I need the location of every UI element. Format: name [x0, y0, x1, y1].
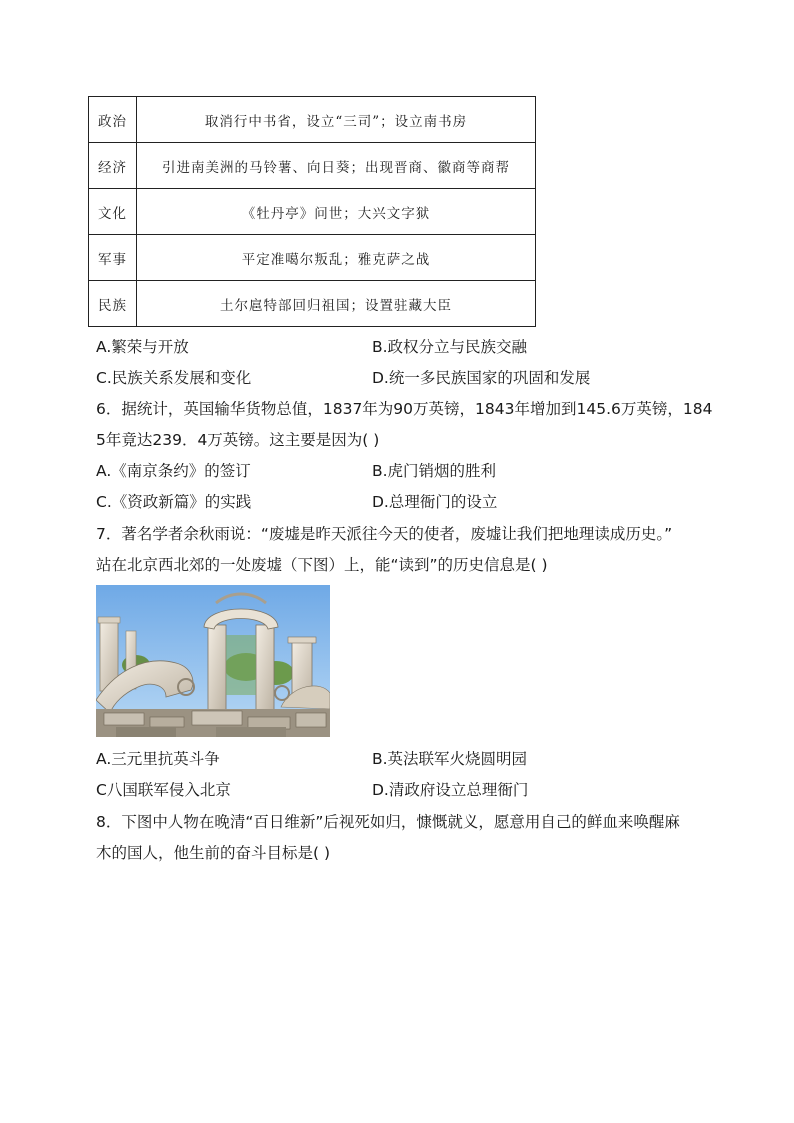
q7-option-a: A.三元里抗英斗争	[96, 750, 220, 768]
table-row	[89, 235, 536, 281]
table-content-cell: 《牡丹亭》问世；大兴文字狱	[137, 189, 536, 235]
table-content-cell: 平定准噶尔叛乱；雅克萨之战	[137, 235, 536, 281]
q6-option-c: C.《资政新篇》的实践	[96, 493, 252, 511]
q6-option-a: A.《南京条约》的签订	[96, 462, 251, 480]
table-content-cell: 取消行中书省，设立“三司”；设立南书房	[137, 97, 536, 143]
table-row	[89, 97, 536, 143]
table-row	[89, 281, 536, 327]
q6-option-b: B.虎门销烟的胜利	[372, 462, 497, 480]
q7-option-c: C八国联军侵入北京	[96, 781, 231, 799]
history-facts-table	[88, 96, 536, 327]
q5-option-c: C.民族关系发展和变化	[96, 369, 252, 387]
table-category-cell: 军事	[89, 235, 137, 281]
q7-stem-line-1: 7．著名学者余秋雨说：“废墟是昨天派往今天的使者，废墟让我们把地理读成历史。”	[96, 525, 673, 543]
yuanmingyuan-ruins-photo	[96, 585, 330, 737]
q5-option-b: B.政权分立与民族交融	[372, 338, 528, 356]
q6-stem-line-1: 6．据统计，英国输华货物总值，1837年为90万英镑，1843年增加到145.6万英镑，184	[96, 400, 713, 418]
q7-stem-line-2: 站在北京西北郊的一处废墟（下图）上，能“读到”的历史信息是( )	[96, 556, 548, 574]
table-row	[89, 143, 536, 189]
table-category-cell: 民族	[89, 281, 137, 327]
table-row	[89, 189, 536, 235]
table-category-cell: 政治	[89, 97, 137, 143]
q6-option-d: D.总理衙门的设立	[372, 493, 498, 511]
q8-stem-line-2: 木的国人，他生前的奋斗目标是( )	[96, 844, 331, 862]
table-category-cell: 文化	[89, 189, 137, 235]
table-content-cell: 土尔扈特部回归祖国；设置驻藏大臣	[137, 281, 536, 327]
q7-option-b: B.英法联军火烧圆明园	[372, 750, 528, 768]
table-content-cell: 引进南美洲的马铃薯、向日葵；出现晋商、徽商等商帮	[137, 143, 536, 189]
q5-option-a: A.繁荣与开放	[96, 338, 189, 356]
q6-stem-line-2: 5年竟达239．4万英镑。这主要是因为( )	[96, 431, 380, 449]
q5-option-d: D.统一多民族国家的巩固和发展	[372, 369, 591, 387]
q8-stem-line-1: 8．下图中人物在晚清“百日维新”后视死如归，慷慨就义，愿意用自己的鲜血来唤醒麻	[96, 813, 680, 831]
q7-option-d: D.清政府设立总理衙门	[372, 781, 529, 799]
table-category-cell: 经济	[89, 143, 137, 189]
